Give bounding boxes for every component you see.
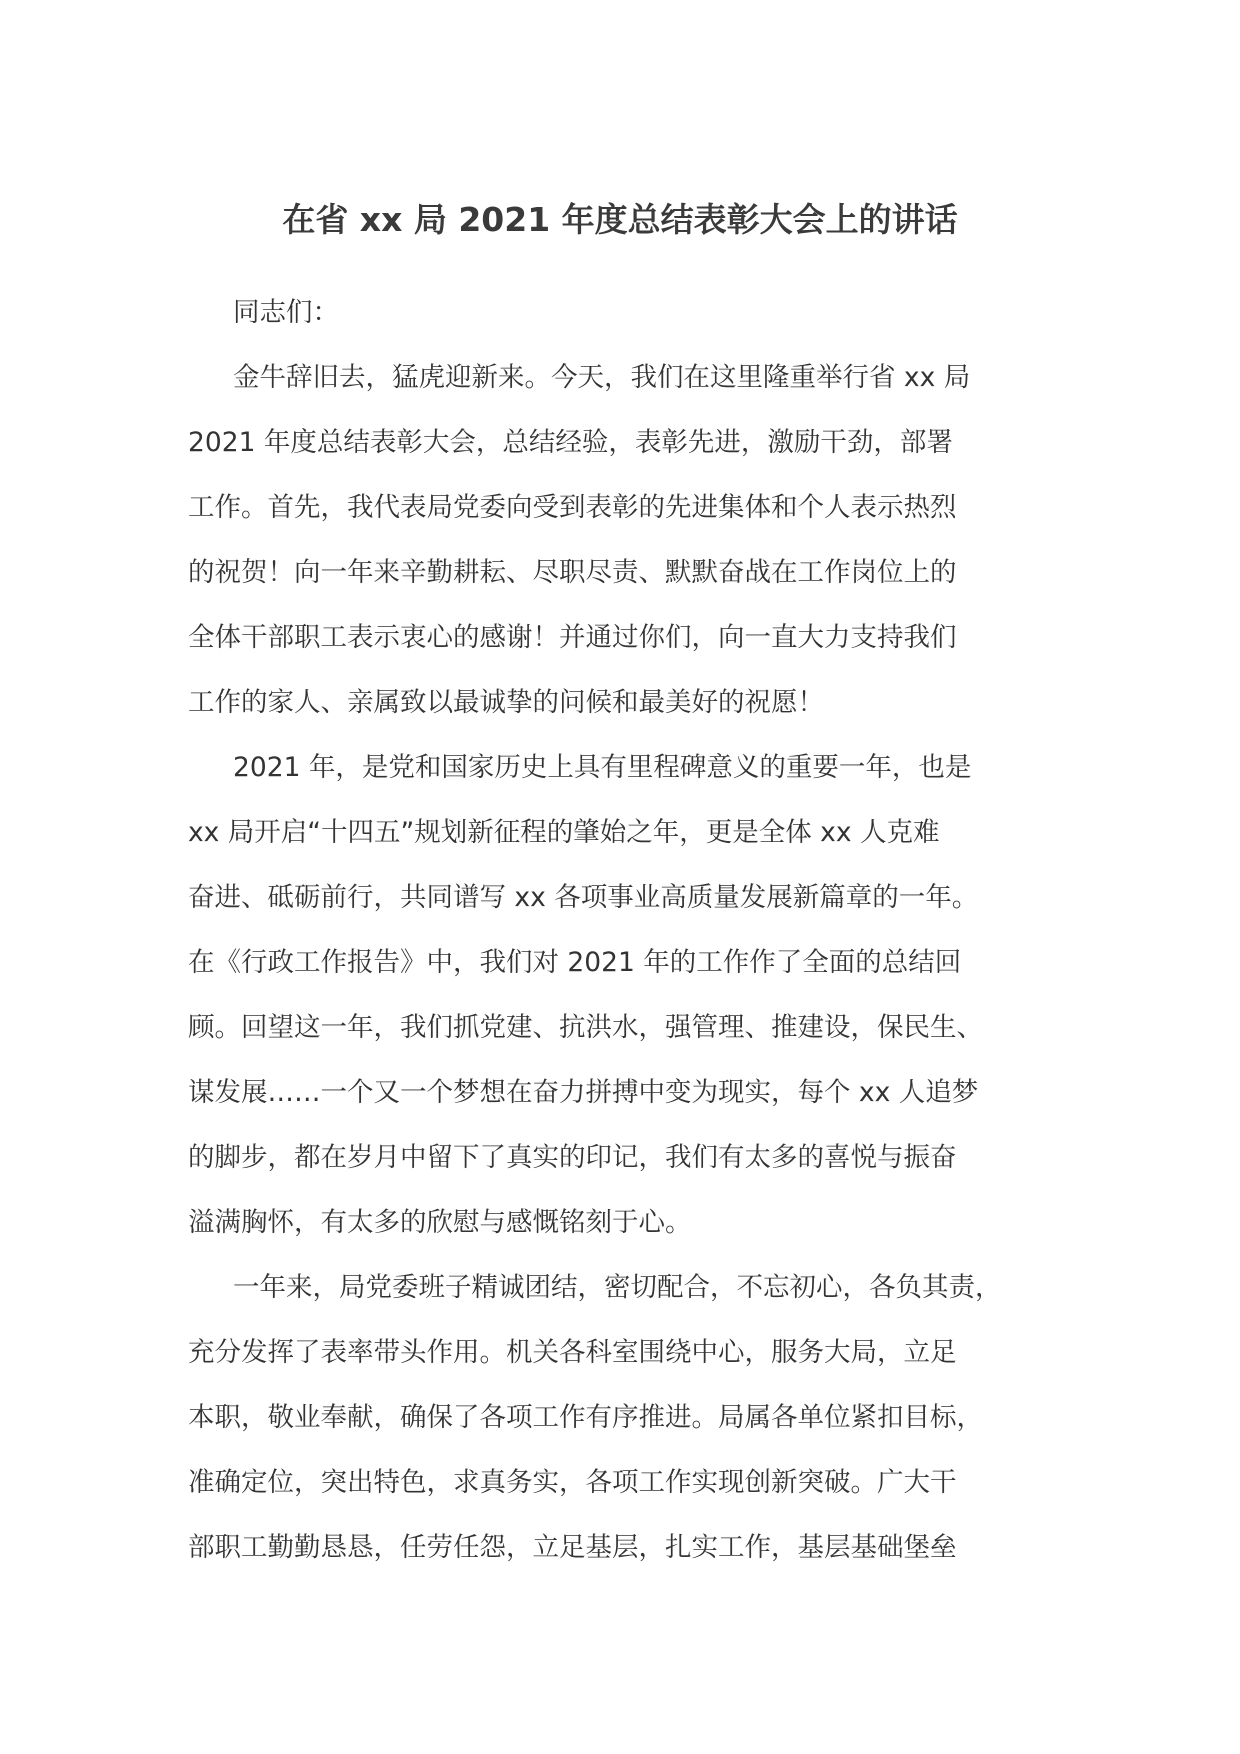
paragraph-1-line-1: 金牛辞旧去，猛虎迎新来。今天，我们在这里隆重举行省 xx 局	[233, 362, 971, 393]
document-title: 在省 xx 局 2021 年度总结表彰大会上的讲话	[282, 200, 958, 239]
paragraph-2-line-2: xx 局开启“十四五”规划新征程的肇始之年，更是全体 xx 人克难	[188, 817, 940, 848]
salutation-line: 同志们：	[233, 297, 339, 328]
paragraph-2-line-8: 溢满胸怀，有太多的欣慰与感慨铭刻于心。	[188, 1207, 692, 1238]
paragraph-3-line-3: 本职，敬业奉献，确保了各项工作有序推进。局属各单位紧扣目标，	[188, 1402, 983, 1433]
paragraph-3-line-4: 准确定位，突出特色，求真务实，各项工作实现创新突破。广大干	[188, 1467, 957, 1498]
paragraph-2-line-5: 顾。回望这一年，我们抓党建、抗洪水，强管理、推建设，保民生、	[188, 1012, 983, 1043]
paragraph-2-line-1: 2021 年，是党和国家历史上具有里程碑意义的重要一年，也是	[233, 752, 972, 783]
paragraph-3-line-1: 一年来，局党委班子精诚团结，密切配合，不忘初心，各负其责，	[233, 1272, 1002, 1303]
paragraph-2-line-7: 的脚步，都在岁月中留下了真实的印记，我们有太多的喜悦与振奋	[188, 1142, 957, 1173]
paragraph-2-line-3: 奋进、砥砺前行，共同谱写 xx 各项事业高质量发展新篇章的一年。	[188, 882, 979, 913]
document-body	[188, 280, 1068, 1580]
paragraph-2-line-6: 谋发展……一个又一个梦想在奋力拼搏中变为现实，每个 xx 人追梦	[188, 1077, 979, 1108]
paragraph-1-line-2: 2021 年度总结表彰大会，总结经验，表彰先进，激励干劲，部署	[188, 427, 953, 458]
paragraph-2-line-4: 在《行政工作报告》中，我们对 2021 年的工作作了全面的总结回	[188, 947, 962, 978]
paragraph-1-line-5: 全体干部职工表示衷心的感谢！并通过你们，向一直大力支持我们	[188, 622, 957, 653]
paragraph-3-line-2: 充分发挥了表率带头作用。机关各科室围绕中心，服务大局，立足	[188, 1337, 957, 1368]
paragraph-3-line-5: 部职工勤勤恳恳，任劳任怨，立足基层，扎实工作，基层基础堡垒	[188, 1532, 957, 1563]
paragraph-1-line-6: 工作的家人、亲属致以最诚挚的问候和最美好的祝愿！	[188, 687, 824, 718]
paragraph-1-line-4: 的祝贺！向一年来辛勤耕耘、尽职尽责、默默奋战在工作岗位上的	[188, 557, 957, 588]
paragraph-1-line-3: 工作。首先，我代表局党委向受到表彰的先进集体和个人表示热烈	[188, 492, 957, 523]
